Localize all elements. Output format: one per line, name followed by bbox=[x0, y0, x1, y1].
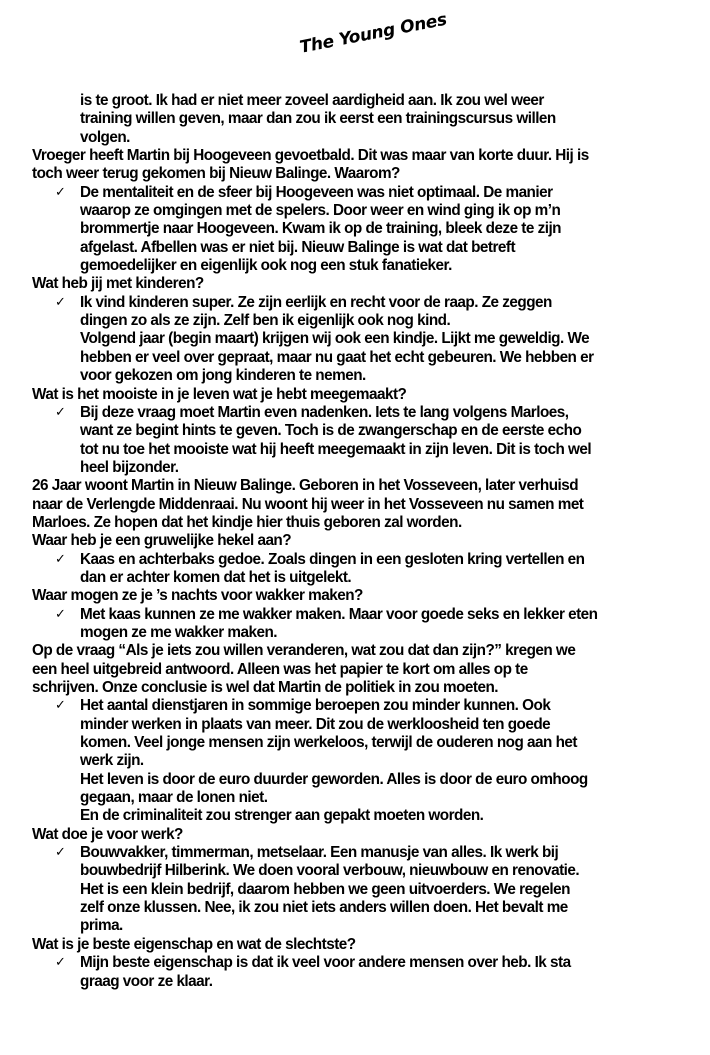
check-icon: ✓ bbox=[55, 294, 66, 310]
answer-block bbox=[0, 606, 710, 643]
line-text: hebben er veel over gepraat, maar nu gaat het echt gebeuren. We hebben er bbox=[80, 348, 594, 366]
answer-block bbox=[0, 404, 710, 477]
line-text: Waar heb je een gruwelijke hekel aan? bbox=[32, 532, 292, 550]
question-block bbox=[0, 275, 710, 293]
question-block bbox=[0, 936, 710, 954]
answer-line bbox=[0, 752, 710, 770]
line-text: werk zijn. bbox=[80, 752, 144, 770]
answer-line bbox=[0, 807, 710, 825]
line-text: toch weer terug gekomen bij Nieuw Balinge. Waarom? bbox=[32, 165, 400, 183]
question-line bbox=[0, 532, 710, 550]
line-text: dingen zo als ze zijn. Zelf ben ik eigenlijk ook nog kind. bbox=[80, 312, 451, 330]
answer-line bbox=[0, 202, 710, 220]
answer-line bbox=[0, 110, 710, 128]
line-text: brommertje naar Hoogeveen. Kwam ik op de training, bleek deze te zijn bbox=[80, 220, 562, 238]
answer-line bbox=[0, 734, 710, 752]
answer-block bbox=[0, 92, 710, 147]
page-title: The Young Ones bbox=[298, 9, 449, 58]
answer-line bbox=[0, 716, 710, 734]
question-line bbox=[0, 477, 710, 495]
answer-line bbox=[0, 239, 710, 257]
check-icon: ✓ bbox=[55, 404, 66, 420]
line-text: 26 Jaar woont Martin in Nieuw Balinge. Geboren in het Vosseveen, later verhuisd bbox=[32, 477, 579, 495]
line-text: En de criminaliteit zou strenger aan gepakt moeten worden. bbox=[80, 807, 484, 825]
answer-line bbox=[0, 312, 710, 330]
check-icon: ✓ bbox=[55, 845, 66, 861]
line-text: bouwbedrijf Hilberink. We doen vooral verbouw, nieuwbouw en renovatie. bbox=[80, 862, 580, 880]
question-line bbox=[0, 165, 710, 183]
answer-line bbox=[0, 129, 710, 147]
answer-line bbox=[0, 973, 710, 991]
check-icon: ✓ bbox=[55, 551, 66, 567]
line-text: Op de vraag “Als je iets zou willen veranderen, wat zou dat dan zijn?” kregen we bbox=[32, 642, 576, 660]
answer-block bbox=[0, 697, 710, 825]
line-text: Kaas en achterbaks gedoe. Zoals dingen in een gesloten kring vertellen en bbox=[80, 550, 585, 568]
answer-line bbox=[0, 220, 710, 238]
line-text: want ze begint hints te geven. Toch is de zwangerschap en de eerste echo bbox=[80, 422, 582, 440]
interview-text bbox=[0, 92, 710, 991]
line-text: prima. bbox=[80, 917, 123, 935]
answer-line bbox=[0, 184, 710, 202]
line-text: Met kaas kunnen ze me wakker maken. Maar voor goede seks en lekker eten bbox=[80, 605, 598, 623]
answer-block bbox=[0, 551, 710, 588]
line-text: Wat is het mooiste in je leven wat je hebt meegemaakt? bbox=[32, 385, 407, 403]
answer-line bbox=[0, 422, 710, 440]
answer-line bbox=[0, 789, 710, 807]
answer-line bbox=[0, 844, 710, 862]
question-line bbox=[0, 147, 710, 165]
line-text: Bij deze vraag moet Martin even nadenken. Iets te lang volgens Marloes, bbox=[80, 403, 569, 421]
line-text: gegaan, maar de lonen niet. bbox=[80, 789, 268, 807]
line-text: naar de Verlengde Middenraai. Nu woont hij weer in het Vosseveen nu samen met bbox=[32, 495, 584, 513]
line-text: volgen. bbox=[80, 128, 130, 146]
line-text: mogen ze me wakker maken. bbox=[80, 623, 278, 641]
answer-block bbox=[0, 294, 710, 386]
line-text: voor gekozen om jong kinderen te nemen. bbox=[80, 367, 366, 385]
question-line bbox=[0, 275, 710, 293]
line-text: minder werken in plaats van meer. Dit zou de werkloosheid ten goede bbox=[80, 715, 551, 733]
answer-line bbox=[0, 367, 710, 385]
line-text: training willen geven, maar dan zou ik eerst een trainingscursus willen bbox=[80, 110, 556, 128]
check-icon: ✓ bbox=[55, 184, 66, 200]
line-text: Het is een klein bedrijf, daarom hebben we geen uitvoerders. We regelen bbox=[80, 880, 570, 898]
line-text: Wat doe je voor werk? bbox=[32, 825, 183, 843]
check-icon: ✓ bbox=[55, 606, 66, 622]
question-line bbox=[0, 826, 710, 844]
answer-line bbox=[0, 404, 710, 422]
answer-block bbox=[0, 954, 710, 991]
answer-line bbox=[0, 624, 710, 642]
answer-line bbox=[0, 92, 710, 110]
answer-line bbox=[0, 697, 710, 715]
line-text: Het leven is door de euro duurder geworden. Alles is door de euro omhoog bbox=[80, 770, 588, 788]
answer-line bbox=[0, 899, 710, 917]
line-text: een heel uitgebreid antwoord. Alleen was het papier te kort om alles op te bbox=[32, 660, 528, 678]
question-line bbox=[0, 936, 710, 954]
answer-line bbox=[0, 349, 710, 367]
question-block bbox=[0, 477, 710, 550]
question-line bbox=[0, 496, 710, 514]
question-block bbox=[0, 386, 710, 404]
question-block bbox=[0, 642, 710, 697]
line-text: tot nu toe het mooiste wat hij heeft meegemaakt in zijn leven. Dit is toch wel bbox=[80, 440, 592, 458]
answer-line bbox=[0, 294, 710, 312]
answer-line bbox=[0, 459, 710, 477]
answer-line bbox=[0, 441, 710, 459]
check-icon: ✓ bbox=[55, 698, 66, 714]
answer-line bbox=[0, 569, 710, 587]
line-text: gemoedelijker en eigenlijk ook nog een stuk fanatieker. bbox=[80, 257, 452, 275]
line-text: Marloes. Ze hopen dat het kindje hier thuis geboren zal worden. bbox=[32, 513, 462, 531]
line-text: Waar mogen ze je ’s nachts voor wakker maken? bbox=[32, 587, 363, 605]
answer-block bbox=[0, 844, 710, 936]
answer-line bbox=[0, 954, 710, 972]
line-text: Vroeger heeft Martin bij Hoogeveen gevoetbald. Dit was maar van korte duur. Hij is bbox=[32, 147, 589, 165]
line-text: komen. Veel jonge mensen zijn werkeloos, terwijl de ouderen nog aan het bbox=[80, 734, 577, 752]
line-text: Wat is je beste eigenschap en wat de slechtste? bbox=[32, 935, 356, 953]
answer-block bbox=[0, 184, 710, 276]
question-line bbox=[0, 514, 710, 532]
question-line bbox=[0, 661, 710, 679]
answer-line bbox=[0, 771, 710, 789]
line-text: graag voor ze klaar. bbox=[80, 972, 213, 990]
question-line bbox=[0, 679, 710, 697]
question-block bbox=[0, 147, 710, 184]
line-text: is te groot. Ik had er niet meer zoveel aardigheid aan. Ik zou wel weer bbox=[80, 92, 544, 109]
answer-line bbox=[0, 257, 710, 275]
line-text: heel bijzonder. bbox=[80, 458, 179, 476]
line-text: Volgend jaar (begin maart) krijgen wij ook een kindje. Lijkt me geweldig. We bbox=[80, 330, 590, 348]
line-text: waarop ze omgingen met de spelers. Door weer en wind ging ik op m’n bbox=[80, 202, 561, 220]
line-text: De mentaliteit en de sfeer bij Hoogeveen was niet optimaal. De manier bbox=[80, 183, 553, 201]
line-text: dan er achter komen dat het is uitgelekt. bbox=[80, 568, 352, 586]
answer-line bbox=[0, 606, 710, 624]
answer-line bbox=[0, 917, 710, 935]
line-text: Ik vind kinderen super. Ze zijn eerlijk en recht voor de raap. Ze zeggen bbox=[80, 293, 552, 311]
line-text: Mijn beste eigenschap is dat ik veel voor andere mensen over heb. Ik sta bbox=[80, 954, 571, 972]
answer-line bbox=[0, 330, 710, 348]
answer-line bbox=[0, 862, 710, 880]
question-block bbox=[0, 826, 710, 844]
line-text: Bouwvakker, timmerman, metselaar. Een manusje van alles. Ik werk bij bbox=[80, 844, 559, 862]
line-text: Het aantal dienstjaren in sommige beroepen zou minder kunnen. Ook bbox=[80, 697, 551, 715]
answer-line bbox=[0, 551, 710, 569]
question-line bbox=[0, 587, 710, 605]
answer-line bbox=[0, 881, 710, 899]
check-icon: ✓ bbox=[55, 955, 66, 971]
line-text: afgelast. Afbellen was er niet bij. Nieuw Balinge is wat dat betreft bbox=[80, 238, 516, 256]
line-text: zelf onze klussen. Nee, ik zou niet iets anders willen doen. Het bevalt me bbox=[80, 899, 568, 917]
question-line bbox=[0, 642, 710, 660]
line-text: Wat heb jij met kinderen? bbox=[32, 275, 204, 293]
line-text: schrijven. Onze conclusie is wel dat Martin de politiek in zou moeten. bbox=[32, 679, 499, 696]
question-block bbox=[0, 587, 710, 605]
question-line bbox=[0, 386, 710, 404]
